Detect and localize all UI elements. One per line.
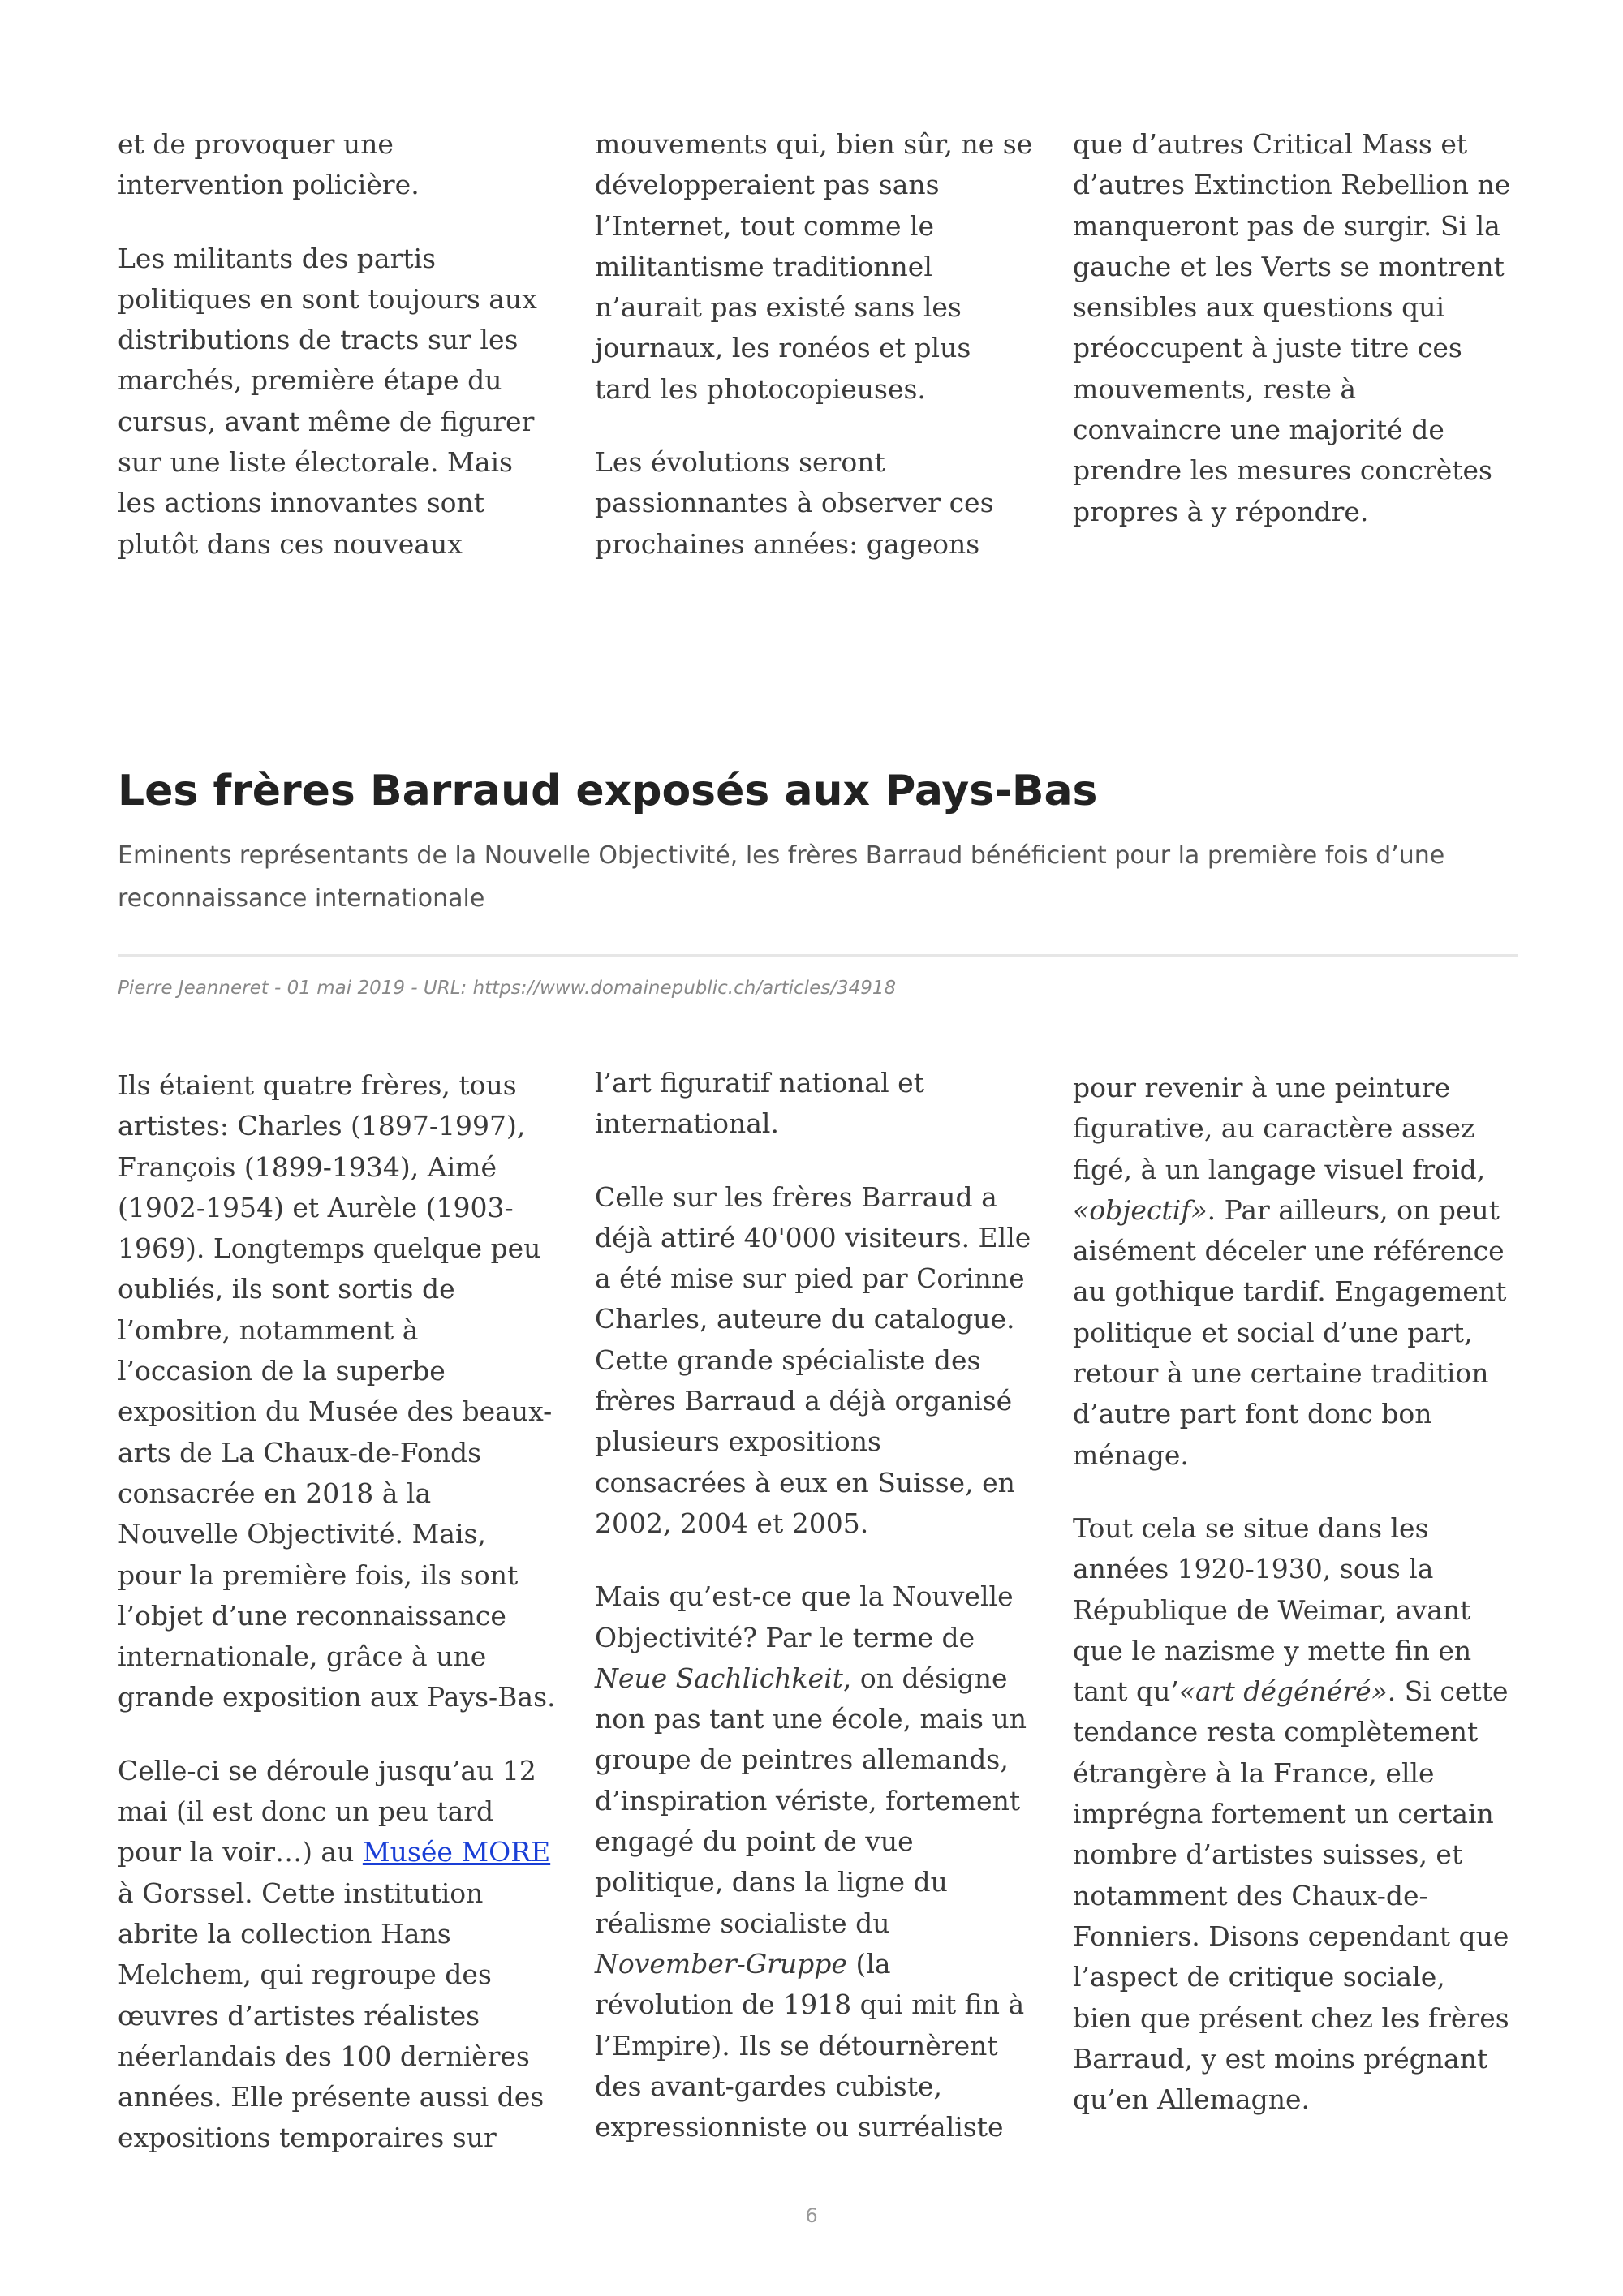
italic-term: November-Gruppe (595, 1947, 847, 1980)
previous-article-column-3 (1073, 124, 1511, 532)
page-number: 6 (805, 2204, 818, 2227)
paragraph: Les militants des partis politiques en sont toujours aux distributions de tracts sur les marchés, première étape du cursus, avant même de figurer sur une liste électorale. Mais les actions innovantes sont plutôt dans ces nouveaux (118, 242, 537, 560)
article-column-1 (118, 1065, 556, 2159)
text-run: , on désigne non pas tant une école, mais un groupe de peintres allemands, d’inspiration vériste, fortement engagé du point de vue politique, dans la ligne du réalisme socialiste du (595, 1662, 1027, 1939)
article-column-3 (1073, 1068, 1511, 2120)
paragraph: que d’autres Critical Mass et d’autres Extinction Rebellion ne manqueront pas de surgir. Si la gauche et les Verts se montrent sensibles aux questions qui préoccupent à juste titre ces mouvements, reste à convaincre une majorité de prendre les mesures concrètes propres à y répondre. (1073, 128, 1511, 527)
article-subtitle: Eminents représentants de la Nouvelle Objectivité, les frères Barraud bénéficient pour la première fois d’une reconnaissance internationale (118, 841, 1445, 913)
paragraph: Les évolutions seront passionnantes à observer ces prochaines années: gageons (595, 446, 994, 560)
article-meta: Pierre Jeanneret - 01 mai 2019 - URL: https://www.domainepublic.ch/articles/34918 (118, 978, 897, 999)
paragraph: Ils étaient quatre frères, tous artistes: Charles (1897-1997), François (1899-1934), Aimé (1902-1954) et Aurèle (1903-1969). Longtemps quelque peu oubliés, ils sont sortis de l’ombre, notamment à l’occasion de la superbe exposition du Musée des beaux-arts de La Chaux-de-Fonds consacrée en 2018 à la Nouvelle Objectivité. Mais, pour la première fois, ils sont l’objet d’une reconnaissance internationale, grâce à une grande exposition aux Pays-Bas. (118, 1069, 556, 1713)
text-run: . Si cette tendance resta complètement étrangère à la France, elle imprégna fortement un certain nombre d’artistes suisses, et notamment des Chaux-de-Fonniers. Disons cependant que l’aspect de critique sociale, bien que présent chez les frères Barraud, y est moins prégnant qu’en Allemagne. (1073, 1675, 1509, 2116)
paragraph: l’art figuratif national et international. (595, 1067, 924, 1140)
article-title: Les frères Barraud exposés aux Pays-Bas (118, 767, 1098, 815)
paragraph (118, 1751, 556, 2159)
paragraph (1073, 1068, 1511, 1476)
article-column-2 (595, 1063, 1033, 2148)
text-run: à Gorssel. Cette institution abrite la collection Hans Melchem, qui regroupe des œuvres d’artistes réalistes néerlandais des 100 dernières années. Elle présente aussi des expositions temporaires sur (118, 1877, 545, 2154)
text-run: Celle-ci se déroule jusqu’au 12 mai (il est donc un peu tard pour la voir…) au (118, 1754, 536, 1868)
italic-term: «art dégénéré» (1178, 1675, 1388, 1708)
previous-article-column-1 (118, 124, 556, 565)
previous-article-column-2 (595, 124, 1033, 565)
musee-more-link[interactable]: Musée MORE (362, 1836, 551, 1868)
text-run: (la révolution de 1918 qui mit fin à l’Empire). Ils se détournèrent des avant-gardes cubiste, expressionniste ou surréaliste (595, 1947, 1025, 2143)
text-run: . Par ailleurs, on peut aisément déceler une référence au gothique tardif. Engagement politique et social d’une part, retour à une certaine tradition d’autre part font donc bon ménage. (1073, 1193, 1507, 1471)
italic-term: Neue Sachlichkeit (595, 1662, 843, 1694)
text-run: Tout cela se situe dans les années 1920-1930, sous la République de Weimar, avant que le nazisme y mette fin en tant qu’ (1073, 1511, 1472, 1708)
paragraph: mouvements qui, bien sûr, ne se développeraient pas sans l’Internet, tout comme le militantisme traditionnel n’aurait pas existé sans les journaux, les ronéos et plus tard les photocopieuses. (595, 128, 1033, 405)
italic-term: «objectif» (1073, 1193, 1208, 1226)
paragraph: Celle sur les frères Barraud a déjà attiré 40'000 visiteurs. Elle a été mise sur pied par Corinne Charles, auteure du catalogue. Cette grande spécialiste des frères Barraud a déjà organisé plusieurs expositions consacrées à eux en Suisse, en 2002, 2004 et 2005. (595, 1180, 1031, 1539)
text-run: Mais qu’est-ce que la Nouvelle Objectivité? Par le terme de (595, 1580, 1014, 1653)
text-run: pour revenir à une peinture figurative, au caractère assez figé, à un langage visuel froid, (1073, 1072, 1486, 1185)
paragraph (1073, 1508, 1511, 2120)
paragraph: et de provoquer une intervention policière. (118, 128, 420, 201)
divider (118, 954, 1518, 957)
paragraph (595, 1576, 1033, 2148)
